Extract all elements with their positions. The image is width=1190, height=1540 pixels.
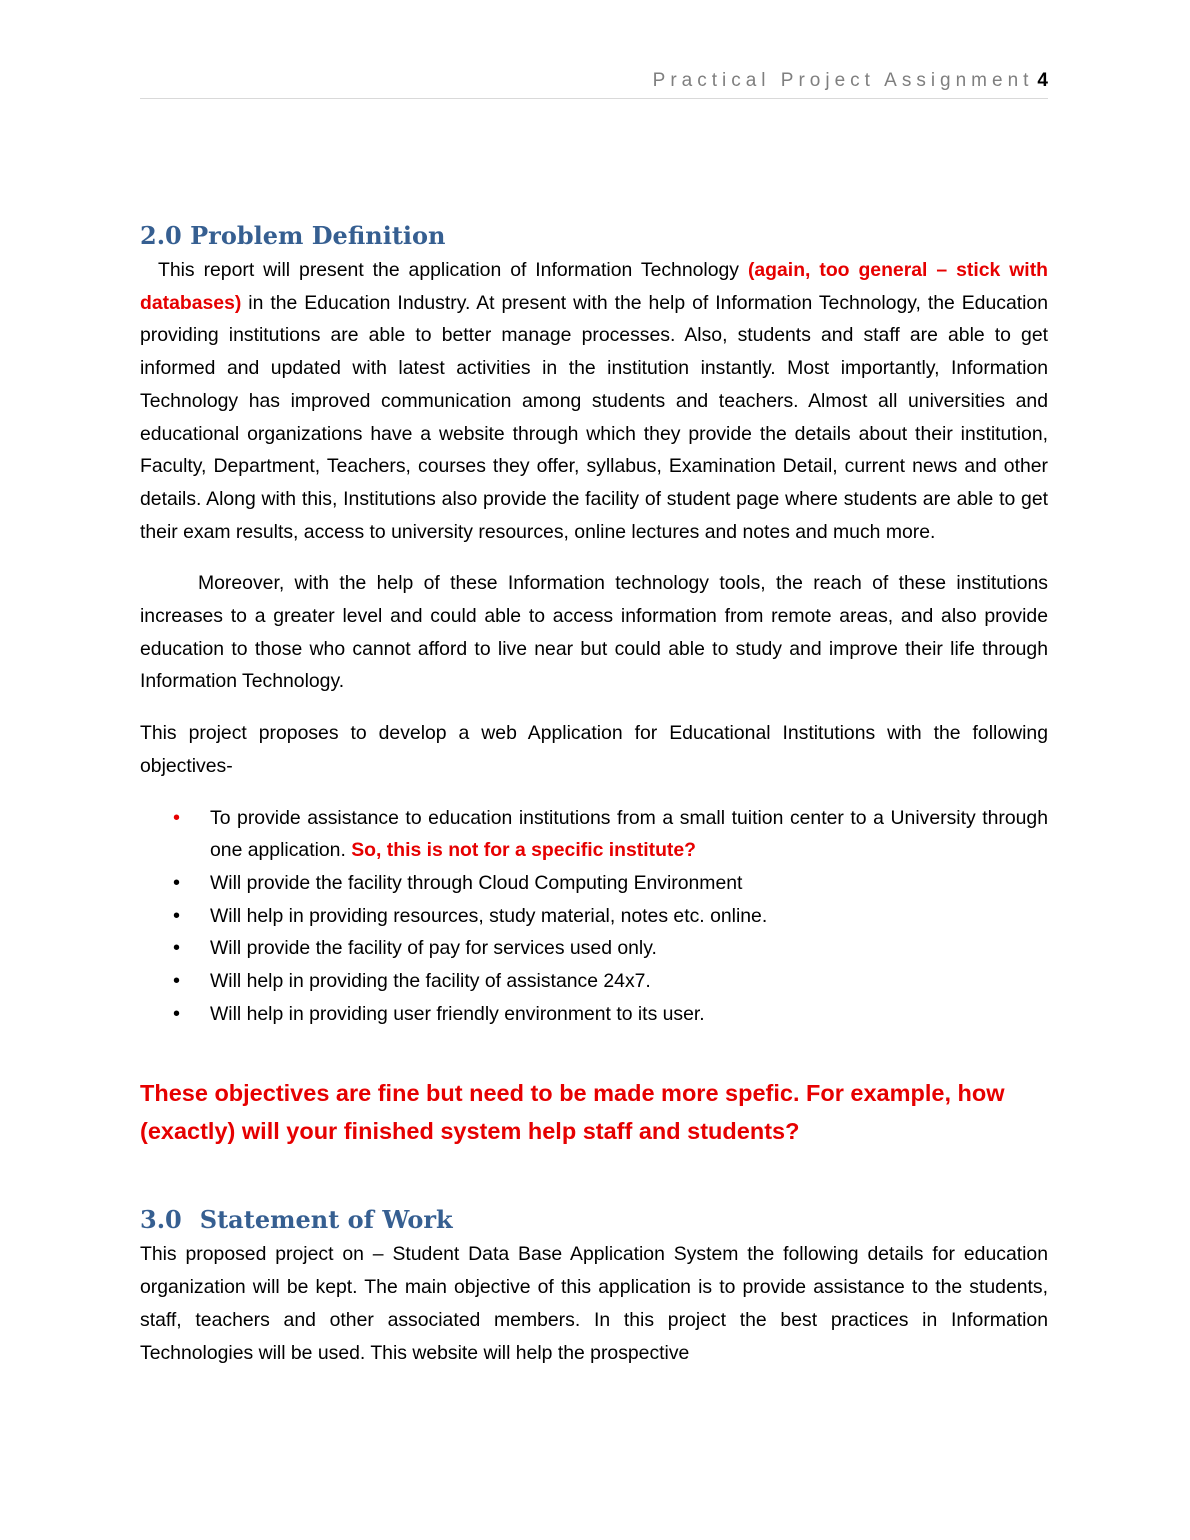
objectives-list	[140, 802, 1048, 1031]
section-3-title: Statement of Work	[199, 1205, 453, 1235]
reviewer-comment-block: These objectives are fine but need to be made more spefic. For example, how (exactly) will your finished system help staff and students?	[140, 1080, 1005, 1145]
section-2-number: 2.0	[140, 221, 182, 250]
list-item	[140, 998, 1048, 1031]
objective-1-text: To provide assistance to education institutions from a small tuition center to a University through one application.	[210, 806, 1048, 862]
page-header	[140, 70, 1048, 99]
bullet-icon: •	[173, 937, 181, 960]
section-2-paragraph-3: This project proposes to develop a web Application for Educational Institutions with the following objectives-	[140, 722, 1048, 777]
list-item	[140, 900, 1048, 933]
reviewer-comment-objective: So, this is not for a specific institute?	[351, 839, 696, 862]
list-item	[140, 965, 1048, 998]
section-3-heading	[140, 1202, 1048, 1238]
objective-3-text: Will help in providing resources, study material, notes etc. online.	[210, 904, 768, 927]
section-3-number: 3.0	[140, 1205, 182, 1235]
objective-2-text: Will provide the facility through Cloud Computing Environment	[210, 871, 743, 894]
header-title: Practical Project Assignment	[652, 70, 1034, 91]
document-body	[140, 218, 1048, 1369]
objective-6-text: Will help in providing user friendly environment to its user.	[210, 1002, 705, 1025]
objective-5-text: Will help in providing the facility of assistance 24x7.	[210, 970, 651, 993]
bullet-icon: •	[173, 871, 181, 894]
reviewer-comment-inline: (again, too general – stick with databases)	[140, 259, 1048, 314]
paragraph-1-text-b: in the Education Industry. At present with the help of Information Technology, the Education providing institutions are able to better manage processes. Also, students and staff are able to get informed and updated with latest activities in the institution instantly. Most importantly, Information Technology has improved communication among students and teachers. Almost all universities and educational organizations have a website through which they provide the details about their institution, Faculty, Department, Teachers, courses they offer, syllabus, Examination Detail, current news and other details. Along with this, Institutions also provide the facility of student page where students are able to get their exam results, access to university resources, online lectures and notes and much more.	[140, 291, 1048, 543]
section-2-title: Problem Definition	[190, 221, 446, 250]
bullet-icon: •	[173, 1002, 181, 1025]
section-2-paragraph-1	[140, 254, 1048, 548]
bullet-icon: •	[173, 970, 181, 993]
section-2-heading	[140, 218, 1048, 254]
list-item	[140, 932, 1048, 965]
bullet-icon: •	[173, 904, 181, 927]
section-3-paragraph-1: This proposed project on – Student Data Base Application System the following details for education organization will be kept. The main objective of this application is to provide assistance to the students, staff, teachers and other associated members. In this project the best practices in Information Technologies will be used. This website will help the prospective	[140, 1243, 1048, 1364]
list-item	[140, 802, 1048, 867]
paragraph-1-text-a: This report will present the application of Information Technology	[158, 259, 748, 281]
list-item	[140, 867, 1048, 900]
section-2-paragraph-2: Moreover, with the help of these Information technology tools, the reach of these institutions increases to a greater level and could able to access information from remote areas, and also provide education to those who cannot afford to live near but could able to study and improve their life through Information Technology.	[140, 572, 1048, 693]
objective-4-text: Will provide the facility of pay for services used only.	[210, 937, 657, 960]
page-number: 4	[1037, 70, 1048, 91]
bullet-icon: •	[173, 806, 181, 829]
